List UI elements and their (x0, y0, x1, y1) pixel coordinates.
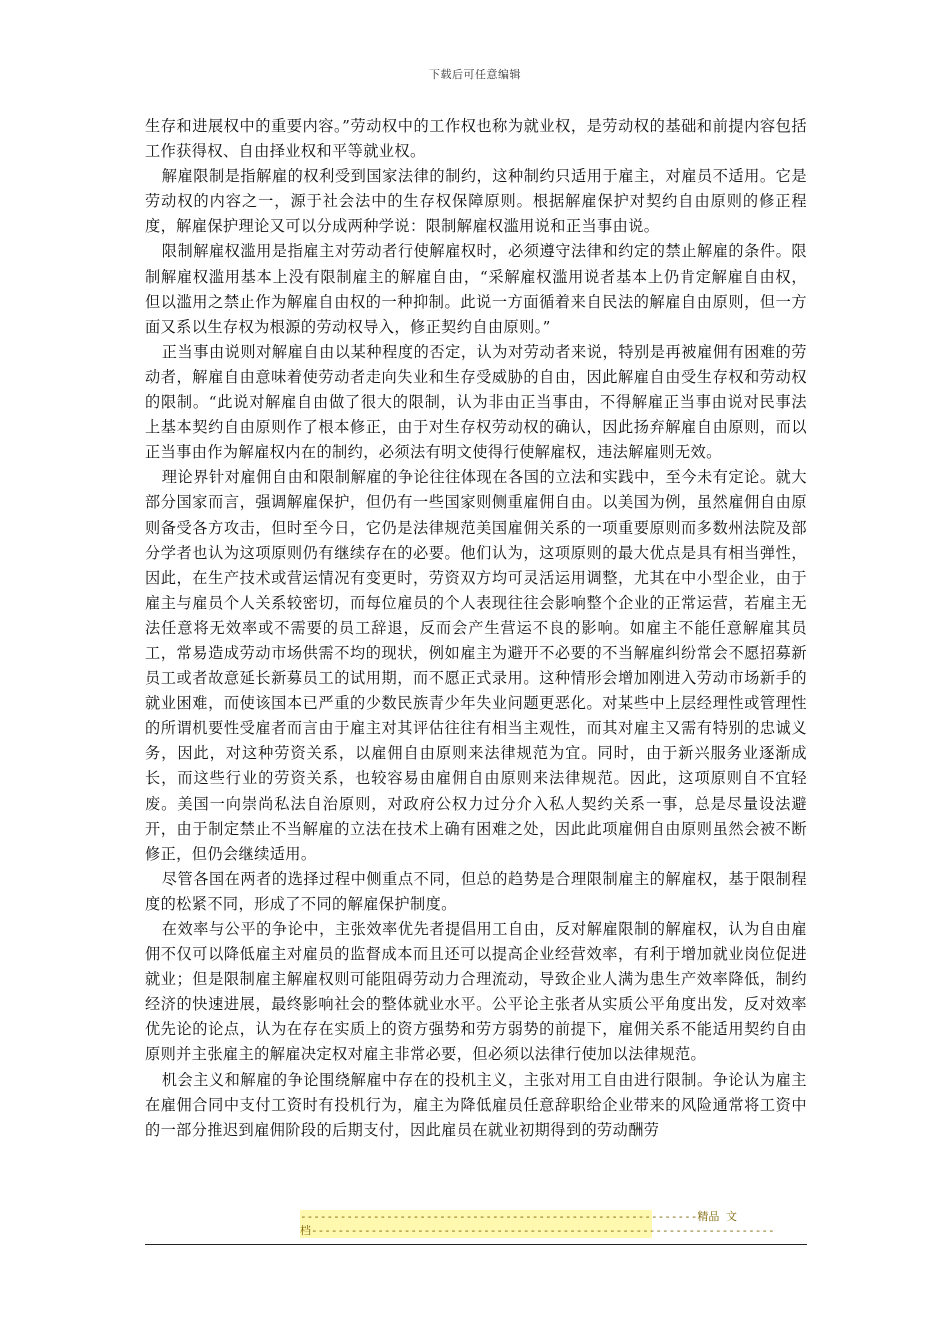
paragraph-6: 尽管各国在两者的选择过程中侧重点不同，但总的趋势是合理限制雇主的解雇权，基于限制程度的松紧不同，形成了不同的解雇保护制度。 (145, 869, 807, 913)
footer-banner-line-2: 档---------------------------------------------------------------------- (300, 1224, 775, 1237)
page-header: 下载后可任意编辑 (429, 68, 521, 81)
paragraph-1: 生存和进展权中的重要内容。”劳动权中的工作权也称为就业权，是劳动权的基础和前提内容包括工作获得权、自由择业权和平等就业权。 (145, 117, 807, 161)
footer-banner-line-1: ------------------------------------------------------------精品 文 (300, 1210, 737, 1223)
paragraph-7: 在效率与公平的争论中，主张效率优先者提倡用工自由，反对解雇限制的解雇权，认为自由雇佣不仅可以降低雇主对雇员的监督成本而且还可以提高企业经营效率，有利于增加就业岗位促进就业；但是限制雇主解雇权则可能阻碍劳动力合理流动，导致企业人满为患生产效率降低，制约经济的快速进展，最终影响社会的整体就业水平。公平论主张者从实质公平角度出发，反对效率优先论的论点，认为在存在实质上的资方强势和劳方弱势的前提下，雇佣关系不能适用契约自由原则并主张雇主的解雇决定权对雇主非常必要，但必须以法律行使加以法律规范。 (145, 920, 807, 1064)
paragraph-4: 正当事由说则对解雇自由以某种程度的否定，认为对劳动者来说，特别是再被雇佣有困难的劳动者，解雇自由意味着使劳动者走向失业和生存受威胁的自由，因此解雇自由受生存权和劳动权的限制。“此说对解雇自由做了很大的限制，认为非由正当事由，不得解雇正当事由说对民事法上基本契约自由原则作了根本修正，由于对生存权劳动权的确认，因此扬弃解雇自由原则，而以正当事由作为解雇权内在的制约，必须法有明文使得行使解雇权，违法解雇则无效。 (145, 342, 807, 462)
paragraph-8: 机会主义和解雇的争论围绕解雇中存在的投机主义，主张对用工自由进行限制。争论认为雇主在雇佣合同中支付工资时有投机行为，雇主为降低雇员任意辞职给企业带来的风险通常将工资中的一部分推迟到雇佣阶段的后期支付，因此雇员在就业初期得到的劳动酬劳 (145, 1070, 807, 1139)
paragraph-2: 解雇限制是指解雇的权利受到国家法律的制约，这种制约只适用于雇主，对雇员不适用。它是劳动权的内容之一，源于社会法中的生存权保障原则。根据解雇保护对契约自由原则的修正程度，解雇保护理论又可以分成两种学说：限制解雇权滥用说和正当事由说。 (145, 167, 807, 236)
footer-watermark-banner (300, 1210, 775, 1238)
footer-divider (145, 1244, 807, 1245)
paragraph-5: 理论界针对雇佣自由和限制解雇的争论往往体现在各国的立法和实践中，至今未有定论。就大部分国家而言，强调解雇保护，但仍有一些国家则侧重雇佣自由。以美国为例，虽然雇佣自由原则备受各方攻击，但时至今日，它仍是法律规范美国雇佣关系的一项重要原则而多数州法院及部分学者也认为这项原则仍有继续存在的必要。他们认为，这项原则的最大优点是具有相当弹性，因此，在生产技术或营运情况有变更时，劳资双方均可灵活运用调整，尤其在中小型企业，由于雇主与雇员个人关系较密切，而每位雇员的个人表现往往会影响整个企业的正常运营，若雇主无法任意将无效率或不需要的员工辞退，反而会产生营运不良的影响。如雇主不能任意解雇其员工，常易造成劳动市场供需不均的现状，例如雇主为避开不必要的不当解雇纠纷常会不愿招募新员工或者故意延长新募员工的试用期，而不愿正式录用。这种情形会增加刚进入劳动市场新手的就业困难，而使该国本已严重的少数民族青少年失业问题更恶化。对某些中上层经理性或管理性的所谓机要性受雇者而言由于雇主对其评估往往有相当主观性，而其对雇主又需有特别的忠诚义务，因此，对这种劳资关系，以雇佣自由原则来法律规范为宜。同时，由于新兴服务业逐渐成长，而这些行业的劳资关系，也较容易由雇佣自由原则来法律规范。因此，这项原则自不宜轻废。美国一向崇尚私法自治原则，对政府公权力过分介入私人契约关系一事，总是尽量设法避开，由于制定禁止不当解雇的立法在技术上确有困难之处，因此此项雇佣自由原则虽然会被不断修正，但仍会继续适用。 (145, 468, 807, 863)
document-body (145, 114, 807, 1143)
paragraph-3: 限制解雇权滥用是指雇主对劳动者行使解雇权时，必须遵守法律和约定的禁止解雇的条件。限制解雇权滥用基本上没有限制雇主的解雇自由，“采解雇权滥用说者基本上仍肯定解雇自由权，但以滥用之禁止作为解雇自由权的一种抑制。此说一方面循着来自民法的解雇自由原则，但一方面又系以生存权为根源的劳动权导入，修正契约自由原则。” (145, 242, 807, 336)
